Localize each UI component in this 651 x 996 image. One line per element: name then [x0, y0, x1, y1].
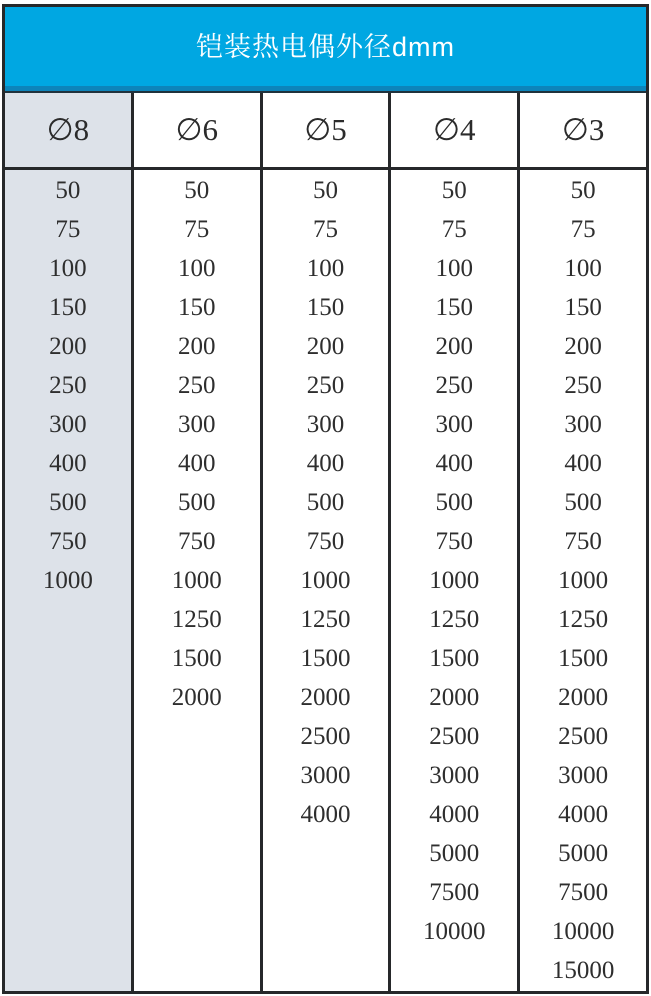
length-value: 50 [312, 177, 338, 204]
length-value: 10000 [551, 918, 615, 945]
length-value: 100 [435, 255, 474, 282]
length-value: 75 [570, 216, 596, 243]
length-value: 2000 [429, 684, 480, 711]
length-value: 7500 [558, 879, 609, 906]
table-title-band [5, 7, 646, 93]
length-value: 100 [49, 255, 87, 282]
length-value: 5000 [558, 840, 609, 867]
length-value: 3000 [558, 762, 609, 789]
length-value: 100 [564, 255, 602, 282]
length-value: 250 [306, 372, 345, 399]
column-diameter-8 [5, 93, 134, 991]
length-value: 1000 [42, 567, 93, 594]
column-header-d6: ∅6 [134, 93, 260, 170]
length-value: 50 [570, 177, 596, 204]
table-title: 铠装热电偶外径dmm [196, 31, 455, 62]
length-value: 4000 [300, 801, 351, 828]
column-diameter-5 [263, 93, 392, 991]
length-value: 750 [435, 528, 474, 555]
length-value: 75 [441, 216, 467, 243]
length-value: 750 [49, 528, 87, 555]
length-value: 400 [49, 450, 87, 477]
column-values-d4 [391, 170, 517, 991]
column-diameter-4 [391, 93, 520, 991]
length-value: 200 [564, 333, 602, 360]
length-value: 1500 [300, 645, 351, 672]
length-value: 500 [564, 489, 602, 516]
length-value: 1250 [558, 606, 609, 633]
length-value: 300 [177, 411, 216, 438]
column-values-d8 [5, 170, 131, 991]
length-value: 1250 [171, 606, 222, 633]
length-value: 75 [55, 216, 81, 243]
column-values-d3 [520, 170, 646, 991]
length-value: 150 [564, 294, 602, 321]
length-value: 300 [49, 411, 87, 438]
length-value: 400 [306, 450, 345, 477]
length-value: 50 [55, 177, 81, 204]
length-value: 1500 [558, 645, 609, 672]
table-grid [5, 93, 646, 991]
length-value: 2000 [558, 684, 609, 711]
length-value: 10000 [423, 918, 486, 945]
length-value: 250 [435, 372, 474, 399]
length-value: 200 [435, 333, 474, 360]
length-value: 250 [49, 372, 87, 399]
length-value: 300 [306, 411, 345, 438]
length-value: 200 [306, 333, 345, 360]
length-value: 500 [435, 489, 474, 516]
length-value: 1250 [429, 606, 480, 633]
column-values-d5 [263, 170, 389, 991]
length-value: 400 [564, 450, 602, 477]
length-value: 500 [306, 489, 345, 516]
length-value: 4000 [558, 801, 609, 828]
length-value: 2500 [300, 723, 351, 750]
length-value: 50 [184, 177, 210, 204]
length-value: 400 [435, 450, 474, 477]
length-value: 100 [177, 255, 216, 282]
length-value: 2500 [558, 723, 609, 750]
thermocouple-diameter-table [2, 4, 649, 994]
length-value: 500 [177, 489, 216, 516]
length-value: 50 [441, 177, 467, 204]
length-value: 750 [306, 528, 345, 555]
column-header-d8: ∅8 [5, 93, 131, 170]
column-values-d6 [134, 170, 260, 991]
length-value: 75 [184, 216, 210, 243]
length-value: 150 [306, 294, 345, 321]
column-diameter-3 [520, 93, 646, 991]
length-value: 100 [306, 255, 345, 282]
length-value: 1000 [171, 567, 222, 594]
length-value: 150 [49, 294, 87, 321]
length-value: 150 [435, 294, 474, 321]
length-value: 200 [177, 333, 216, 360]
length-value: 300 [564, 411, 602, 438]
length-value: 2000 [171, 684, 222, 711]
length-value: 3000 [300, 762, 351, 789]
length-value: 250 [177, 372, 216, 399]
length-value: 1000 [300, 567, 351, 594]
length-value: 250 [564, 372, 602, 399]
length-value: 2000 [300, 684, 351, 711]
length-value: 750 [177, 528, 216, 555]
column-diameter-6 [134, 93, 263, 991]
column-header-d3: ∅3 [520, 93, 646, 170]
length-value: 7500 [429, 879, 480, 906]
length-value: 1000 [429, 567, 480, 594]
length-value: 400 [177, 450, 216, 477]
column-header-d5: ∅5 [263, 93, 389, 170]
length-value: 750 [564, 528, 602, 555]
length-value: 1500 [429, 645, 480, 672]
length-value: 75 [312, 216, 338, 243]
length-value: 3000 [429, 762, 480, 789]
length-value: 500 [49, 489, 87, 516]
length-value: 5000 [429, 840, 480, 867]
length-value: 15000 [551, 957, 615, 984]
length-value: 1250 [300, 606, 351, 633]
length-value: 200 [49, 333, 87, 360]
length-value: 300 [435, 411, 474, 438]
column-header-d4: ∅4 [391, 93, 517, 170]
length-value: 150 [177, 294, 216, 321]
length-value: 1500 [171, 645, 222, 672]
length-value: 1000 [558, 567, 609, 594]
length-value: 2500 [429, 723, 480, 750]
length-value: 4000 [429, 801, 480, 828]
